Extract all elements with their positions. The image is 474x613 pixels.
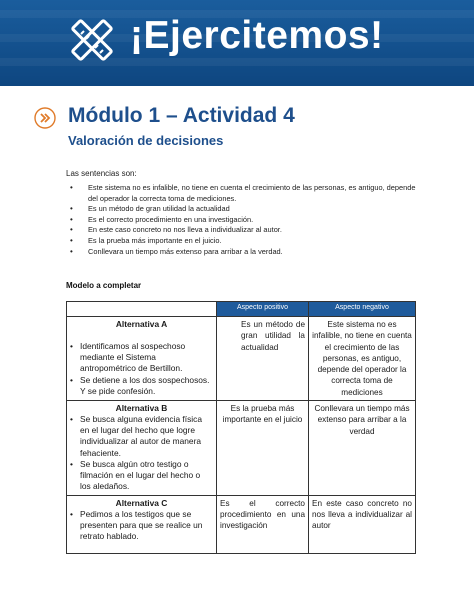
- table-header-row: [67, 302, 416, 317]
- list-item: • Este sistema no es infalible, no tiene en cuenta el crecimiento de las personas, es antiguo, depende del operador la correcta toma de mediciones.: [70, 183, 416, 203]
- banner-divider: [0, 86, 474, 90]
- positive-cell: Es la prueba más importante en el juicio: [217, 401, 309, 495]
- intro-text: Las sentencias son:: [66, 169, 137, 178]
- list-item: • Identificamos al sospechoso mediante el Sistema antropométrico de Bertillon.: [70, 341, 186, 374]
- positive-cell: Es un método de gran utilidad la actualidad: [217, 317, 309, 401]
- list-item: • Se detiene a los dos sospechosos. Y se pide confesión.: [70, 374, 210, 396]
- table-row: [67, 401, 416, 495]
- alternative-items: [70, 509, 213, 543]
- table-row: [67, 317, 416, 401]
- negative-cell: En este caso concreto no nos lleva a individualizar al autor: [309, 495, 416, 553]
- sentence-list: [66, 183, 416, 257]
- alternative-cell: [67, 317, 217, 401]
- alternative-title: Alternativa B: [115, 403, 168, 414]
- model-label: Modelo a completar: [66, 281, 142, 290]
- ruler-pencil-icon: [64, 12, 120, 68]
- alternative-title: Alternativa C: [115, 497, 168, 508]
- alternative-cell: [67, 495, 217, 553]
- header-banner: [0, 0, 474, 86]
- alternative-cell: [67, 401, 217, 495]
- alternative-title: Alternativa A: [115, 319, 168, 329]
- brand-title: ¡Ejercitemos!: [130, 14, 384, 57]
- negative-cell: Conllevara un tiempo más extenso para arribar a la verdad: [309, 401, 416, 495]
- table-header-negative: Aspecto negativo: [309, 302, 416, 317]
- alternative-items: [70, 414, 213, 492]
- double-chevron-circle-icon: [34, 107, 56, 129]
- alternative-items: [70, 341, 213, 397]
- table-header-positive: Aspecto positivo: [217, 302, 309, 317]
- negative-cell: Este sistema no es infalible, no tiene en cuenta el crecimiento de las personas, es antiguo, depende del operador la correcta toma de mediciones: [309, 317, 416, 401]
- list-item: • Conllevara un tiempo más extenso para arribar a la verdad.: [70, 246, 283, 256]
- table-header-empty: [67, 302, 217, 317]
- list-item: • Se busca algún otro testigo o filmación en el lugar del hecho o los aledaños.: [70, 458, 201, 492]
- list-item: • Se busca alguna evidencia física en el lugar del hecho que logre individualizar al autor de manera fehaciente.: [70, 414, 202, 458]
- decision-table: [66, 301, 416, 554]
- list-item: • Pedimos a los testigos que se presenten para que se realice un retrato hablado.: [70, 508, 203, 541]
- positive-cell: Es el correcto procedimiento en una investigación: [217, 495, 309, 553]
- list-item: • Es el correcto procedimiento en una investigación.: [70, 214, 254, 224]
- list-item: • En este caso concreto no nos lleva a individualizar al autor.: [70, 225, 282, 235]
- page-title: Módulo 1 – Actividad 4: [68, 104, 295, 127]
- list-item: • Es un método de gran utilidad la actualidad: [70, 204, 230, 214]
- table-row: [67, 495, 416, 553]
- list-item: • Es la prueba más importante en el juicio.: [70, 235, 222, 245]
- page-subtitle: Valoración de decisiones: [68, 133, 224, 148]
